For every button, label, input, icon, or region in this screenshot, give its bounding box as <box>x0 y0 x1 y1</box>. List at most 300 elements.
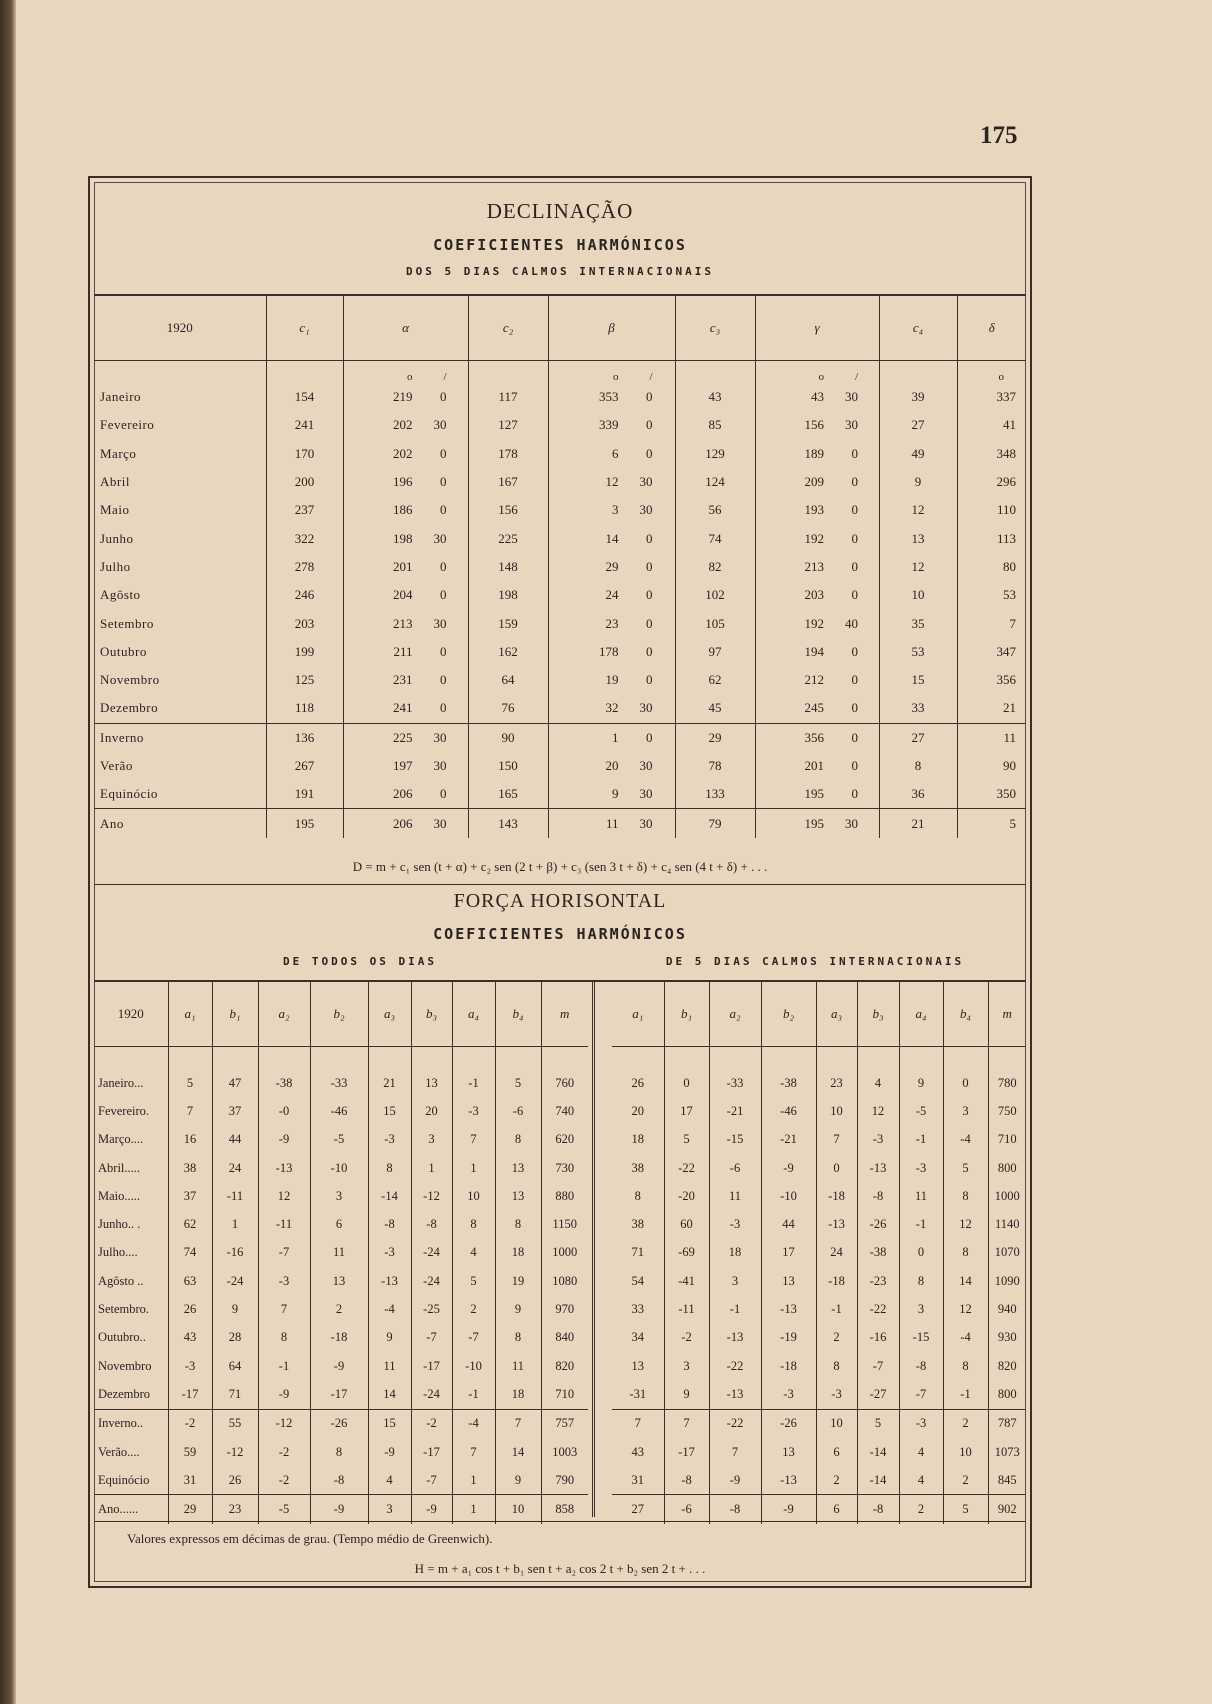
angle-minutes: 0 <box>851 729 858 745</box>
cell-value: 7 <box>612 1409 664 1438</box>
cell-value: -7 <box>857 1352 899 1380</box>
cell-value: 1003 <box>541 1438 588 1466</box>
cell-c1: 125 <box>266 666 343 694</box>
angle-degrees: 23 <box>605 615 619 631</box>
row-label: Ano...... <box>94 1495 168 1524</box>
units-row <box>94 361 1026 384</box>
cell-d: 356 <box>957 666 1026 694</box>
angle-degrees: 245 <box>804 700 824 716</box>
cell-angle <box>343 383 468 411</box>
table-row <box>94 440 1026 468</box>
cell-value: 4 <box>899 1466 943 1495</box>
table-row <box>612 1239 1026 1267</box>
angle-minutes: 40 <box>845 615 858 631</box>
angle-minutes: 0 <box>851 786 858 802</box>
cell-c2: 198 <box>468 581 548 609</box>
cell-angle <box>755 694 879 723</box>
cell-value: 31 <box>631 1472 644 1487</box>
angle-degrees: 201 <box>804 758 824 773</box>
cell-angle <box>755 780 879 809</box>
cell-value: 24 <box>212 1154 258 1182</box>
angle-minutes: 0 <box>851 502 858 518</box>
angle-minutes: 30 <box>433 815 447 831</box>
cell-value: 44 <box>212 1126 258 1154</box>
cell-c1: 246 <box>266 581 343 609</box>
unit-deg: o <box>998 371 1004 383</box>
cell-c3: 78 <box>675 752 755 780</box>
cell-value: 790 <box>541 1466 588 1495</box>
cell-value: -5 <box>899 1097 943 1125</box>
cell-value: 14 <box>368 1380 411 1409</box>
cell-value: -3 <box>899 1154 943 1182</box>
cell-value: -8 <box>310 1466 368 1495</box>
angle-minutes: 30 <box>433 417 447 433</box>
cell-value: 31 <box>168 1466 212 1495</box>
cell-angle <box>548 666 675 694</box>
cell-value: 23 <box>212 1495 258 1524</box>
cell-c4: 39 <box>879 383 957 411</box>
cell-value: 1000 <box>541 1239 588 1267</box>
cell-d: 337 <box>957 383 1026 411</box>
cell-d: 350 <box>957 780 1026 809</box>
cell-value: 1090 <box>988 1267 1026 1295</box>
col-header: b₃ <box>857 982 899 1047</box>
cell-value: -38 <box>761 1069 816 1097</box>
cell-value: 17 <box>761 1239 816 1267</box>
cell-value: 2 <box>943 1466 988 1495</box>
angle-minutes: 0 <box>440 786 447 802</box>
cell-value: -31 <box>629 1386 647 1401</box>
cell-value: 2 <box>899 1495 943 1524</box>
angle-minutes: 30 <box>845 389 858 405</box>
cell-value: 9 <box>495 1466 541 1495</box>
cell-angle <box>343 723 468 752</box>
cell-value: -7 <box>899 1380 943 1409</box>
angle-degrees: 339 <box>599 417 619 433</box>
cell-value: 1 <box>452 1154 495 1182</box>
cell-angle <box>755 411 879 439</box>
cell-c1: 322 <box>266 524 343 552</box>
declinacao-sub-subtitle: DOS 5 DIAS CALMOS INTERNACIONAIS <box>406 265 714 278</box>
table-row <box>612 1380 1026 1409</box>
cell-value: 29 <box>168 1495 212 1524</box>
col-c2: c₂ <box>468 296 548 361</box>
cell-value: 710 <box>541 1380 588 1409</box>
declinacao-title: DECLINAÇÃO <box>486 199 634 223</box>
table-row <box>94 383 1026 411</box>
col-year: 1920 <box>94 296 266 361</box>
cell-value: -9 <box>709 1466 761 1495</box>
col-delta: δ <box>957 296 1026 361</box>
cell-value: -7 <box>452 1324 495 1352</box>
cell-value: 38 <box>631 1217 644 1232</box>
cell-angle <box>755 723 879 752</box>
cell-value: -22 <box>709 1409 761 1438</box>
table-row <box>94 1069 588 1097</box>
cell-value: 64 <box>212 1352 258 1380</box>
forca-formula: H = m + a₁ cos t + b₁ sen t + a₂ cos 2 t + b₂ sen 2 t + . . . <box>414 1561 706 1576</box>
cell-value: 820 <box>988 1352 1026 1380</box>
col-header: b₃ <box>411 982 452 1047</box>
cell-value: 12 <box>258 1182 310 1210</box>
cell-value: 930 <box>988 1324 1026 1352</box>
cell-c2: 143 <box>468 809 548 838</box>
angle-minutes: 30 <box>845 815 858 831</box>
cell-value: 820 <box>541 1352 588 1380</box>
cell-value: 13 <box>495 1154 541 1182</box>
cell-value: -13 <box>709 1380 761 1409</box>
cell-value: 2 <box>816 1466 857 1495</box>
row-label: Julho <box>100 558 131 574</box>
angle-minutes: 0 <box>440 389 447 405</box>
cell-angle <box>548 581 675 609</box>
cell-value: 1000 <box>988 1182 1026 1210</box>
cell-value: 13 <box>761 1267 816 1295</box>
declinacao-table <box>94 296 1026 838</box>
cell-value: 760 <box>541 1069 588 1097</box>
cell-value: -5 <box>258 1495 310 1524</box>
col-header: a₄ <box>452 982 495 1047</box>
row-label: Janeiro <box>100 389 142 405</box>
page-number: 175 <box>980 122 1018 149</box>
cell-value: 11 <box>495 1352 541 1380</box>
cell-value: 10 <box>452 1182 495 1210</box>
cell-value: 2 <box>452 1295 495 1323</box>
table-row <box>94 1438 588 1466</box>
cell-c2: 64 <box>468 666 548 694</box>
cell-c2: 150 <box>468 752 548 780</box>
col-beta: β <box>548 296 675 361</box>
cell-value: 13 <box>411 1069 452 1097</box>
row-label: Dezembro <box>98 1386 151 1401</box>
angle-degrees: 43 <box>811 389 824 405</box>
cell-value: 7 <box>258 1295 310 1323</box>
cell-c3: 43 <box>675 383 755 411</box>
cell-value: 3 <box>368 1495 411 1524</box>
angle-degrees: 213 <box>393 615 413 631</box>
cell-c4: 13 <box>879 524 957 552</box>
angle-degrees: 3 <box>612 502 619 518</box>
forca-note: Valores expressos em décimas de grau. (Tempo médio de Greenwich). <box>127 1531 493 1546</box>
angle-degrees: 189 <box>804 445 824 461</box>
angle-degrees: 29 <box>605 558 619 574</box>
cell-value: 0 <box>943 1069 988 1097</box>
cell-value: 8 <box>452 1210 495 1238</box>
cell-angle <box>343 496 468 524</box>
cell-value: -14 <box>368 1182 411 1210</box>
cell-angle <box>755 524 879 552</box>
cell-value: -46 <box>310 1097 368 1125</box>
cell-value: -3 <box>368 1126 411 1154</box>
cell-value: -1 <box>943 1380 988 1409</box>
table-row <box>94 752 1026 780</box>
cell-angle <box>755 553 879 581</box>
angle-minutes: 0 <box>440 502 447 518</box>
cell-value: -1 <box>709 1295 761 1323</box>
cell-c2: 76 <box>468 694 548 723</box>
cell-value: 43 <box>168 1324 212 1352</box>
row-label: Ano <box>94 809 266 838</box>
cell-value: -7 <box>411 1324 452 1352</box>
cell-value: 7 <box>495 1409 541 1438</box>
cell-value: 7 <box>452 1438 495 1466</box>
angle-minutes: 0 <box>851 700 858 716</box>
table-row <box>94 638 1026 666</box>
cell-c2: 127 <box>468 411 548 439</box>
cell-value: -10 <box>761 1182 816 1210</box>
cell-value: -11 <box>258 1210 310 1238</box>
cell-value: -8 <box>857 1495 899 1524</box>
cell-value: 34 <box>631 1330 644 1345</box>
cell-value: -9 <box>258 1126 310 1154</box>
cell-c2: 159 <box>468 609 548 637</box>
cell-value: -69 <box>664 1239 709 1267</box>
cell-value: -17 <box>411 1438 452 1466</box>
cell-value: 3 <box>664 1352 709 1380</box>
cell-value: -23 <box>857 1267 899 1295</box>
table-row <box>94 694 1026 723</box>
table-row <box>612 1182 1026 1210</box>
cell-value: 880 <box>541 1182 588 1210</box>
cell-c1: 278 <box>266 553 343 581</box>
cell-c1: 195 <box>266 809 343 838</box>
cell-value: -3 <box>452 1097 495 1125</box>
cell-value: -4 <box>943 1126 988 1154</box>
cell-angle <box>548 496 675 524</box>
cell-value: 3 <box>709 1267 761 1295</box>
cell-d: 113 <box>957 524 1026 552</box>
cell-value: -21 <box>761 1126 816 1154</box>
angle-degrees: 202 <box>393 417 413 433</box>
cell-value: 1 <box>452 1495 495 1524</box>
cell-value: 15 <box>368 1409 411 1438</box>
cell-d: 110 <box>957 496 1026 524</box>
cell-c1: 203 <box>266 609 343 637</box>
cell-c4: 12 <box>879 553 957 581</box>
cell-value: 1140 <box>988 1210 1026 1238</box>
cell-value: -8 <box>664 1466 709 1495</box>
cell-value: -3 <box>816 1380 857 1409</box>
cell-angle <box>548 524 675 552</box>
cell-c4: 36 <box>879 780 957 809</box>
cell-c4: 49 <box>879 440 957 468</box>
cell-value: 6 <box>816 1495 857 1524</box>
angle-degrees: 6 <box>612 445 619 461</box>
cell-value: 7 <box>816 1126 857 1154</box>
cell-angle <box>548 411 675 439</box>
cell-value: 7 <box>709 1438 761 1466</box>
angle-minutes: 30 <box>433 530 447 546</box>
cell-value: 5 <box>168 1069 212 1097</box>
cell-c1: 237 <box>266 496 343 524</box>
cell-value: 63 <box>168 1267 212 1295</box>
cell-value: 18 <box>631 1132 644 1147</box>
angle-minutes: 0 <box>440 474 447 490</box>
angle-minutes: 0 <box>440 587 447 603</box>
angle-degrees: 213 <box>804 558 824 574</box>
angle-degrees: 193 <box>804 502 824 518</box>
cell-angle <box>755 666 879 694</box>
row-label: Setembro <box>100 615 154 631</box>
angle-degrees: 1 <box>612 729 619 745</box>
cell-value: 780 <box>988 1069 1026 1097</box>
cell-value: 750 <box>988 1097 1026 1125</box>
cell-value: -24 <box>411 1239 452 1267</box>
angle-minutes: 0 <box>646 587 653 603</box>
angle-minutes: 0 <box>851 587 858 603</box>
col-header: a₂ <box>258 982 310 1047</box>
row-label: Novembro <box>100 672 160 688</box>
cell-value: 12 <box>943 1210 988 1238</box>
cell-value: -12 <box>411 1182 452 1210</box>
cell-c3: 124 <box>675 468 755 496</box>
cell-value: 11 <box>310 1239 368 1267</box>
row-label: Fevereiro. <box>98 1103 150 1118</box>
cell-value: 8 <box>634 1188 641 1203</box>
angle-degrees: 203 <box>804 587 824 603</box>
cell-value: -17 <box>664 1438 709 1466</box>
row-label: Agôsto <box>100 587 141 603</box>
cell-angle <box>548 694 675 723</box>
angle-minutes: 30 <box>845 417 858 433</box>
cell-value: 20 <box>411 1097 452 1125</box>
angle-degrees: 231 <box>393 672 413 688</box>
table-row <box>94 1182 588 1210</box>
cell-c4: 33 <box>879 694 957 723</box>
cell-value: -2 <box>168 1409 212 1438</box>
row-label: Inverno <box>94 723 266 752</box>
table-row <box>612 1324 1026 1352</box>
cell-angle <box>343 524 468 552</box>
cell-c3: 56 <box>675 496 755 524</box>
table-row <box>94 1097 588 1125</box>
angle-degrees: 209 <box>804 474 824 490</box>
cell-value: -1 <box>452 1069 495 1097</box>
table-row <box>612 1069 1026 1097</box>
cell-value: -13 <box>857 1154 899 1182</box>
cell-value: -2 <box>664 1324 709 1352</box>
col-header: 1920 <box>94 982 168 1047</box>
unit-min: / <box>443 371 447 383</box>
angle-minutes: 0 <box>440 643 447 659</box>
col-header: b₄ <box>495 982 541 1047</box>
cell-value: -15 <box>709 1126 761 1154</box>
cell-value: 5 <box>495 1069 541 1097</box>
col-c3: c₃ <box>675 296 755 361</box>
cell-value: 7 <box>168 1097 212 1125</box>
cell-value: 44 <box>761 1210 816 1238</box>
table-row <box>94 1154 588 1182</box>
cell-value: 71 <box>631 1245 644 1260</box>
cell-value: -4 <box>368 1295 411 1323</box>
row-label: Abril <box>100 474 130 490</box>
cell-c1: 191 <box>266 780 343 809</box>
table-row <box>94 780 1026 809</box>
angle-degrees: 356 <box>804 729 824 745</box>
cell-value: 757 <box>541 1409 588 1438</box>
cell-value: -13 <box>761 1466 816 1495</box>
angle-degrees: 192 <box>804 530 824 546</box>
angle-degrees: 197 <box>393 758 413 773</box>
cell-d: 7 <box>957 609 1026 637</box>
cell-value: -21 <box>709 1097 761 1125</box>
angle-degrees: 192 <box>804 615 824 631</box>
cell-value: -14 <box>857 1438 899 1466</box>
cell-value: -3 <box>899 1409 943 1438</box>
declinacao-formula: D = m + c₁ sen (t + α) + c₂ sen (2 t + β) + c₃ (sen 3 t + δ) + c₄ sen (4 t + δ) + . . . <box>352 859 768 874</box>
cell-value: 18 <box>709 1239 761 1267</box>
cell-c2: 165 <box>468 780 548 809</box>
cell-c3: 74 <box>675 524 755 552</box>
row-label: Equinócio <box>100 786 158 802</box>
cell-d: 11 <box>957 723 1026 752</box>
cell-value: -33 <box>709 1069 761 1097</box>
cell-value: -18 <box>761 1352 816 1380</box>
cell-value: -8 <box>857 1182 899 1210</box>
row-label: Novembro <box>98 1358 152 1373</box>
cell-value: 18 <box>495 1239 541 1267</box>
cell-value: -17 <box>310 1380 368 1409</box>
cell-value: -13 <box>368 1267 411 1295</box>
cell-value: -11 <box>664 1295 709 1323</box>
cell-value: 11 <box>368 1352 411 1380</box>
angle-minutes: 30 <box>639 786 653 802</box>
table-row <box>94 809 1026 838</box>
table-row <box>94 1495 588 1524</box>
angle-degrees: 225 <box>393 729 413 745</box>
cell-value: -26 <box>857 1210 899 1238</box>
cell-d: 296 <box>957 468 1026 496</box>
angle-minutes: 0 <box>440 445 447 461</box>
cell-angle <box>548 440 675 468</box>
cell-d: 21 <box>957 694 1026 723</box>
angle-minutes: 0 <box>851 530 858 546</box>
cell-value: -9 <box>310 1352 368 1380</box>
angle-degrees: 198 <box>393 530 413 546</box>
table-row <box>94 1210 588 1238</box>
table-row <box>94 468 1026 496</box>
row-label: Junho <box>100 530 134 546</box>
cell-c2: 156 <box>468 496 548 524</box>
forca-todos-table <box>94 982 588 1524</box>
table-separator <box>592 982 595 1517</box>
cell-value: 10 <box>816 1097 857 1125</box>
table-row <box>94 1324 588 1352</box>
cell-value: 43 <box>631 1444 644 1459</box>
row-label: Janeiro... <box>98 1075 144 1090</box>
angle-minutes: 0 <box>440 558 447 574</box>
angle-minutes: 0 <box>440 672 447 688</box>
col-alpha: α <box>343 296 468 361</box>
table-row <box>612 1154 1026 1182</box>
angle-degrees: 194 <box>804 643 824 659</box>
cell-value: 20 <box>631 1103 644 1118</box>
cell-value: -13 <box>709 1324 761 1352</box>
cell-value: 787 <box>988 1409 1026 1438</box>
cell-value: 0 <box>816 1154 857 1182</box>
cell-value: 4 <box>899 1438 943 1466</box>
cell-value: 710 <box>988 1126 1026 1154</box>
cell-angle <box>755 638 879 666</box>
cell-value: -26 <box>761 1409 816 1438</box>
cell-value: 9 <box>368 1324 411 1352</box>
cell-value: 8 <box>310 1438 368 1466</box>
book-spine <box>0 0 16 1704</box>
cell-value: -9 <box>761 1495 816 1524</box>
angle-minutes: 0 <box>646 615 653 631</box>
cell-c4: 10 <box>879 581 957 609</box>
angle-minutes: 0 <box>851 672 858 688</box>
